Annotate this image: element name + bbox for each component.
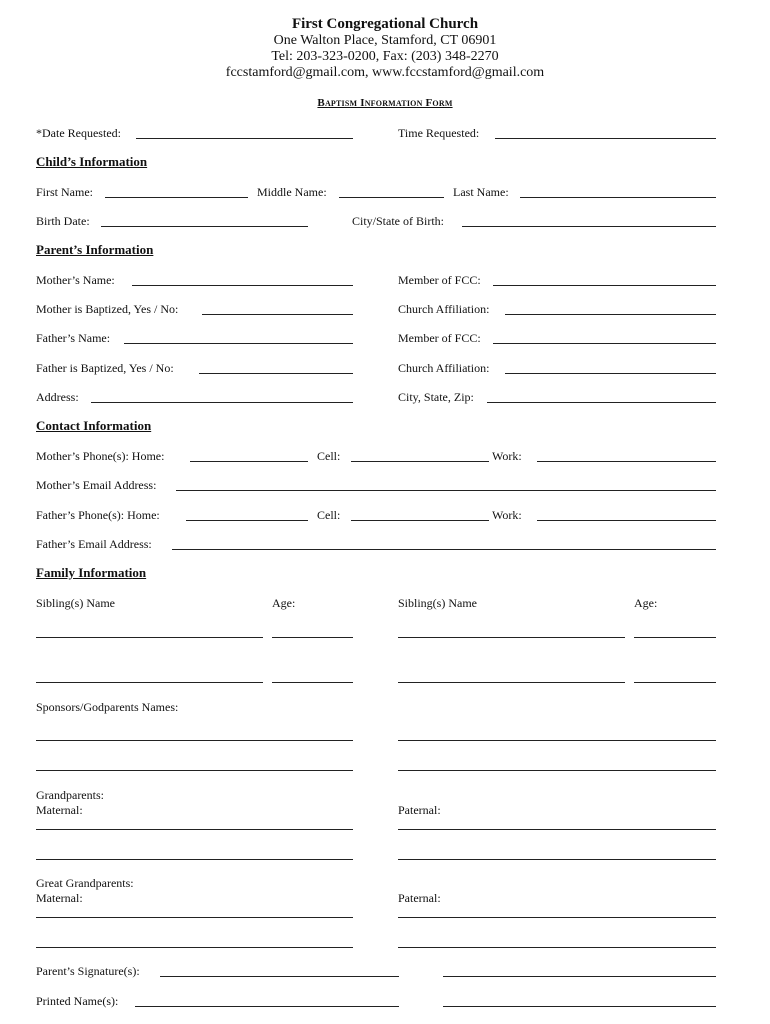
last-name-label: Last Name:: [453, 185, 509, 199]
grandparents-paternal-label: Paternal:: [398, 803, 441, 817]
parent-signature-field[interactable]: [160, 976, 399, 977]
father-cell-label: Cell:: [317, 508, 341, 522]
mother-baptized-field[interactable]: [202, 314, 353, 315]
sponsor-name-field[interactable]: [36, 740, 353, 741]
city-state-zip-label: City, State, Zip:: [398, 390, 474, 404]
father-phone-label: Father’s Phone(s): Home:: [36, 508, 160, 522]
sibling-name-field[interactable]: [36, 682, 263, 683]
date-requested-label: *Date Requested:: [36, 126, 121, 140]
father-affiliation-label: Church Affiliation:: [398, 361, 490, 375]
middle-name-label: Middle Name:: [257, 185, 327, 199]
contact-information-heading: Contact Information: [36, 418, 152, 433]
city-state-zip-field[interactable]: [487, 402, 716, 403]
father-work-label: Work:: [492, 508, 522, 522]
childs-information-heading: Child’s Information: [36, 154, 148, 169]
printed-name-field[interactable]: [135, 1006, 399, 1007]
mother-work-label: Work:: [492, 449, 522, 463]
father-affiliation-field[interactable]: [505, 373, 716, 374]
grandparents-maternal-label: Maternal:: [36, 803, 83, 817]
great-grandparent-maternal-field[interactable]: [36, 947, 353, 948]
sibling-name-label-left: Sibling(s) Name: [36, 596, 115, 610]
parents-information-heading: Parent’s Information: [36, 242, 154, 257]
date-requested-field[interactable]: [136, 138, 353, 139]
great-grandparent-paternal-field[interactable]: [398, 947, 716, 948]
sibling-name-field[interactable]: [398, 682, 625, 683]
father-home-phone-field[interactable]: [186, 520, 308, 521]
sponsor-name-field[interactable]: [36, 770, 353, 771]
parent-signature-label: Parent’s Signature(s):: [36, 964, 140, 978]
mother-baptized-label: Mother is Baptized, Yes / No:: [36, 302, 179, 316]
parent-signature-field[interactable]: [443, 976, 716, 977]
church-address: One Walton Place, Stamford, CT 06901: [273, 33, 497, 48]
grandparent-paternal-field[interactable]: [398, 859, 716, 860]
middle-name-field[interactable]: [339, 197, 444, 198]
first-name-label: First Name:: [36, 185, 93, 199]
form-title: Baptism Information Form: [317, 97, 453, 109]
sponsor-name-field[interactable]: [398, 770, 716, 771]
birth-place-field[interactable]: [462, 226, 716, 227]
sibling-name-field[interactable]: [36, 637, 263, 638]
first-name-field[interactable]: [105, 197, 248, 198]
great-grandparent-paternal-field[interactable]: [398, 917, 716, 918]
last-name-field[interactable]: [520, 197, 716, 198]
sponsor-name-field[interactable]: [398, 740, 716, 741]
sponsors-label: Sponsors/Godparents Names:: [36, 700, 179, 714]
sibling-age-label-left: Age:: [272, 596, 296, 610]
church-email-web: fccstamford@gmail.com, www.fccstamford@gmail.com: [225, 65, 545, 80]
father-email-label: Father’s Email Address:: [36, 537, 152, 551]
father-email-field[interactable]: [172, 549, 716, 550]
address-label: Address:: [36, 390, 79, 404]
grandparents-label: Grandparents:: [36, 788, 104, 802]
sibling-age-field[interactable]: [634, 682, 716, 683]
sibling-age-label-right: Age:: [634, 596, 658, 610]
great-grandparents-label: Great Grandparents:: [36, 876, 134, 890]
father-name-label: Father’s Name:: [36, 331, 111, 345]
grandparent-paternal-field[interactable]: [398, 829, 716, 830]
sibling-name-label-right: Sibling(s) Name: [398, 596, 477, 610]
mother-affiliation-field[interactable]: [505, 314, 716, 315]
grandparent-maternal-field[interactable]: [36, 829, 353, 830]
address-field[interactable]: [91, 402, 353, 403]
mother-phone-label: Mother’s Phone(s): Home:: [36, 449, 165, 463]
sibling-age-field[interactable]: [272, 637, 353, 638]
mother-name-field[interactable]: [132, 285, 353, 286]
birth-place-label: City/State of Birth:: [352, 214, 444, 228]
mother-cell-field[interactable]: [351, 461, 489, 462]
father-name-field[interactable]: [124, 343, 353, 344]
sibling-name-field[interactable]: [398, 637, 625, 638]
great-grandparents-maternal-label: Maternal:: [36, 891, 83, 905]
father-baptized-field[interactable]: [199, 373, 353, 374]
mother-home-phone-field[interactable]: [190, 461, 308, 462]
great-grandparents-paternal-label: Paternal:: [398, 891, 441, 905]
father-baptized-label: Father is Baptized, Yes / No:: [36, 361, 174, 375]
mother-affiliation-label: Church Affiliation:: [398, 302, 490, 316]
mother-member-label: Member of FCC:: [398, 273, 481, 287]
father-work-field[interactable]: [537, 520, 716, 521]
church-name: First Congregational Church: [291, 16, 479, 32]
birth-date-field[interactable]: [101, 226, 308, 227]
father-cell-field[interactable]: [351, 520, 489, 521]
church-phone-fax: Tel: 203-323-0200, Fax: (203) 348-2270: [271, 49, 499, 64]
mother-name-label: Mother’s Name:: [36, 273, 115, 287]
time-requested-label: Time Requested:: [398, 126, 480, 140]
great-grandparent-maternal-field[interactable]: [36, 917, 353, 918]
mother-cell-label: Cell:: [317, 449, 341, 463]
father-member-field[interactable]: [493, 343, 716, 344]
grandparent-maternal-field[interactable]: [36, 859, 353, 860]
mother-email-label: Mother’s Email Address:: [36, 478, 157, 492]
birth-date-label: Birth Date:: [36, 214, 90, 228]
father-member-label: Member of FCC:: [398, 331, 481, 345]
mother-member-field[interactable]: [493, 285, 716, 286]
time-requested-field[interactable]: [495, 138, 716, 139]
family-information-heading: Family Information: [36, 565, 147, 580]
printed-name-field[interactable]: [443, 1006, 716, 1007]
printed-name-label: Printed Name(s):: [36, 994, 119, 1008]
sibling-age-field[interactable]: [272, 682, 353, 683]
mother-email-field[interactable]: [176, 490, 716, 491]
mother-work-field[interactable]: [537, 461, 716, 462]
sibling-age-field[interactable]: [634, 637, 716, 638]
